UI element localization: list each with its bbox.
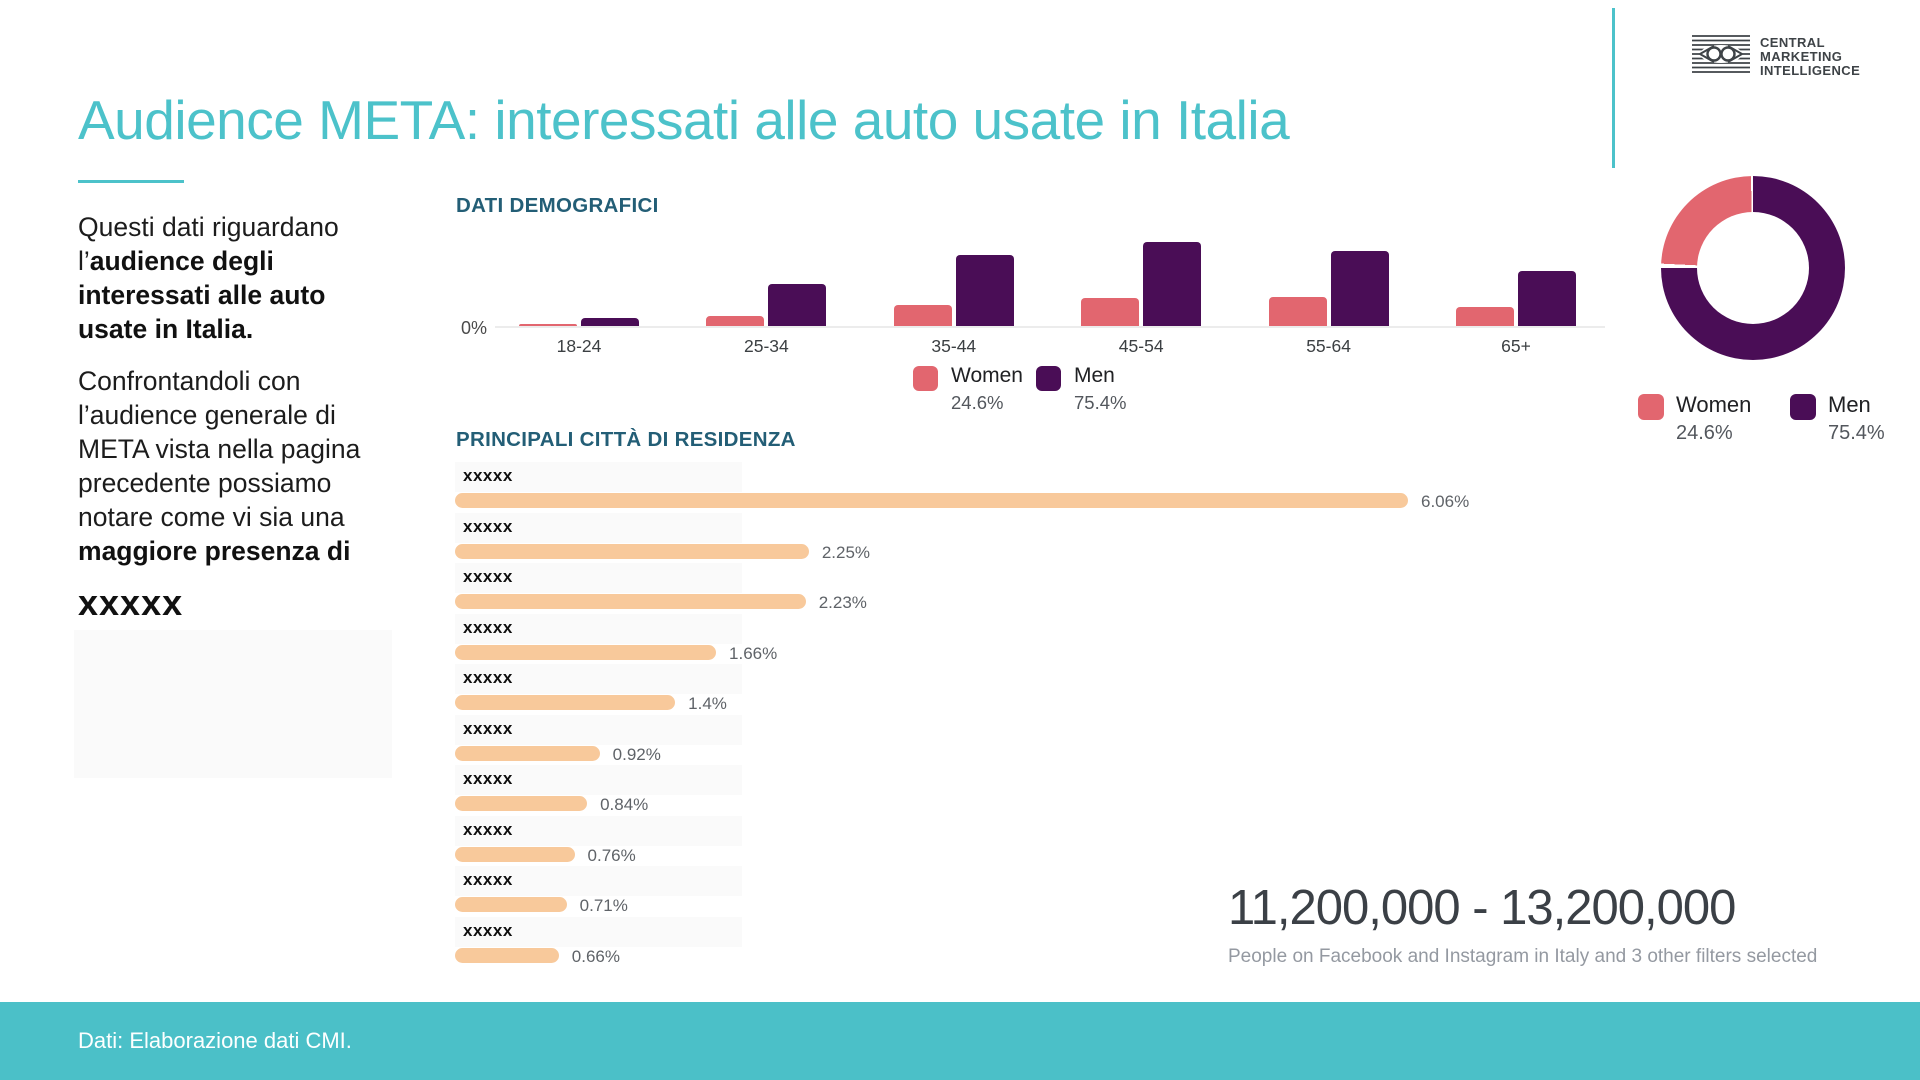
sidebar-paragraph-1-bold: audience degli interessati alle auto usate in Italia. [78,246,326,344]
bar-men-55-64 [1331,251,1389,326]
city-name-redacted: xxxxx [463,920,513,940]
legend-item-men [1036,364,1126,414]
city-name-redacted: xxxxx [463,567,513,586]
city-bar [455,695,675,710]
logo-text-line-3: INTELLIGENCE [1760,62,1861,78]
bar-men-45-54 [1143,242,1201,326]
age-label-45-54: 45-54 [1118,336,1164,356]
age-label-35-44: 35-44 [931,336,977,356]
city-value-label: 0.84% [600,795,649,814]
bar-women-65+ [1456,307,1514,326]
demographics-chart-title: DATI DEMOGRAFICI [456,194,659,217]
footer-bar [0,1002,1920,1080]
bar-women-45-54 [1081,298,1139,326]
header-divider-line [1612,8,1615,168]
sidebar-panel-background [74,630,392,778]
city-value-label: 6.06% [1421,492,1470,511]
cities-chart-title: PRINCIPALI CITTÀ DI RESIDENZA [456,428,796,451]
legend-item-women [1638,392,1751,445]
city-value-label: 0.66% [571,946,620,966]
sidebar-paragraph-2-bold: maggiore presenza di [78,536,351,566]
demographics-y-axis-zero-label: 0% [460,318,487,338]
city-bar [455,897,567,912]
legend-swatch-women [1638,394,1664,420]
city-name-redacted: xxxxx [463,819,513,839]
legend-value-women: 24.6% [1676,422,1733,444]
demographics-bar-chart [455,196,1620,371]
city-name-redacted: xxxxx [463,668,513,687]
city-value-label: 1.4% [688,694,727,713]
city-bar [455,645,716,660]
sidebar-paragraph-1-normal: Questi dati riguardano l’ [78,212,339,276]
legend-swatch-women [913,366,938,391]
legend-item-men [1790,392,1885,445]
bar-women-35-44 [894,305,952,326]
bar-men-25-34 [768,284,826,326]
city-value-label: 1.66% [729,643,778,663]
city-name-redacted: xxxxx [463,718,513,738]
city-bar [455,796,587,811]
title-underline [78,180,184,183]
city-name-redacted: xxxxx [463,769,513,788]
sidebar-text [78,210,394,623]
city-value-label: 2.23% [818,593,867,612]
city-name-redacted: xxxxx [463,516,513,536]
sidebar-paragraph-2 [78,364,394,568]
sidebar-paragraph-1 [78,210,394,346]
city-value-label: 0.71% [579,896,628,915]
page-title: Audience META: interessati alle auto usate in Italia [78,89,1290,151]
legend-label-women: Women [951,364,1023,387]
legend-value-men: 75.4% [1828,422,1885,444]
city-name-redacted: xxxxx [463,870,513,889]
city-bar [455,544,809,559]
legend-swatch-men [1036,366,1061,391]
bar-women-55-64 [1269,297,1327,326]
audience-size-range: 11,200,000 - 13,200,000 [1228,881,1736,935]
city-name-redacted: xxxxx [463,617,513,637]
footer-source-text: Dati: Elaborazione dati CMI. [78,1028,352,1053]
legend-label-men: Men [1828,392,1871,417]
bar-men-35-44 [956,255,1014,326]
legend-swatch-men [1790,394,1816,420]
gender-donut-chart [1661,176,1845,360]
legend-value-men: 75.4% [1074,392,1127,413]
city-bar [455,746,600,761]
logo-text-line-2: MARKETING [1760,48,1843,64]
donut-hole [1697,212,1809,324]
logo-text [1760,36,1860,78]
legend-item-women [913,364,1023,414]
legend-value-women: 24.6% [951,392,1004,413]
bar-women-25-34 [706,316,764,326]
age-label-18-24: 18-24 [556,336,602,356]
city-bar [455,594,806,609]
audience-size-block [1228,880,1868,968]
company-logo [1690,33,1860,80]
logo-eye-icon [1690,33,1752,80]
age-label-65+: 65+ [1501,336,1531,356]
demographics-x-axis-line [495,326,1605,328]
city-name-redacted: xxxxx [463,466,513,485]
legend-label-men: Men [1074,364,1115,387]
logo-text-line-1: CENTRAL [1760,34,1825,50]
bar-women-18-24 [519,324,577,326]
age-label-55-64: 55-64 [1306,336,1351,356]
city-bar [455,948,559,963]
city-value-label: 0.92% [612,744,661,764]
legend-label-women: Women [1676,392,1752,417]
bar-men-18-24 [581,318,639,326]
age-label-25-34: 25-34 [744,336,789,356]
city-value-label: 0.76% [587,845,636,865]
sidebar-paragraph-2-normal: Confrontandoli con l’audience generale di META vista nella pagina precedente possiamo notare come vi sia una [78,366,361,532]
city-bar [455,493,1408,508]
city-value-label: 2.25% [821,542,871,562]
sidebar-redacted-value: xxxxx [78,582,184,623]
bar-men-65+ [1518,271,1576,326]
city-bar [455,847,575,862]
audience-size-caption: People on Facebook and Instagram in Italy and 3 other filters selected [1228,946,1818,967]
